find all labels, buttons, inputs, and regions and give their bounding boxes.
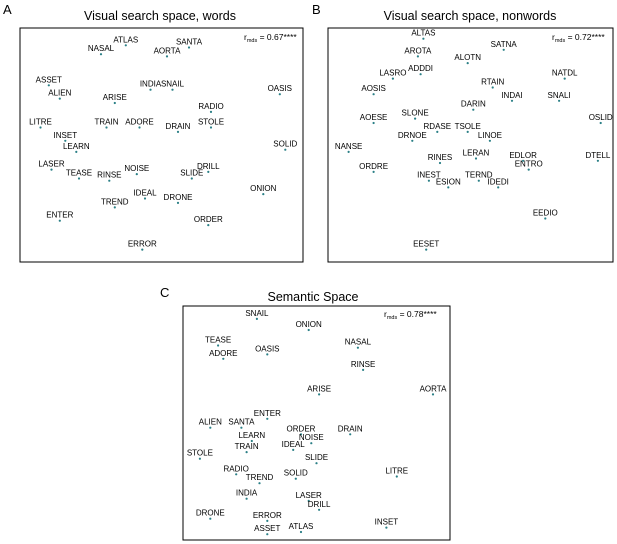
panel-c-point-label-solid: SOLID — [283, 468, 308, 478]
panel-b-point-label-entro: ENTRO — [514, 159, 543, 169]
panel-b-point-label-drnoe: DRNOE — [397, 130, 427, 140]
panel-a-point-label-drill: DRILL — [196, 161, 220, 171]
panel-a-point-oasis — [279, 93, 281, 95]
panel-a-point-enter — [59, 220, 61, 222]
panel-c-point-label-stole: STOLE — [186, 448, 213, 458]
panel-b-point-label-ordre: ORDRE — [359, 161, 389, 171]
panel-c-point-arise — [318, 393, 320, 395]
panel-c-point-atlas — [300, 531, 302, 533]
panel-b-point-label-linoe: LINOE — [477, 130, 502, 140]
panel-c-point-rinse — [362, 369, 364, 371]
panel-b-point-label-oslid: OSLID — [588, 113, 613, 122]
panel-b-point-rines — [439, 162, 441, 164]
panel-a-point-label-stole: STOLE — [197, 117, 225, 127]
panel-b-point-label-tsole: TSOLE — [454, 121, 481, 131]
panel-c-r-symbol: r — [384, 309, 387, 319]
panel-a-point-label-train: TRAIN — [94, 117, 119, 127]
panel-a-point-drill — [207, 171, 209, 173]
panel-c-point-label-arise: ARISE — [307, 384, 332, 394]
panel-b-point-ordre — [373, 171, 375, 173]
panel-b-point-altas — [422, 38, 424, 40]
panel-c-point-label-atlas: ATLAS — [288, 522, 314, 531]
panel-a-point-label-order: ORDER — [193, 215, 223, 225]
panel-b-point-adddi — [420, 73, 422, 75]
panel-b-point-label-dtell: DTELL — [585, 150, 611, 160]
panel-a-points — [29, 35, 297, 250]
panel-a-r-annotation — [244, 32, 297, 44]
panel-b-point-dtell — [597, 160, 599, 162]
panel-b-point-label-ternd: TERND — [465, 170, 493, 180]
panel-a-point-label-alien: ALIEN — [48, 88, 72, 98]
panel-c-point-label-tease: TEASE — [204, 335, 232, 345]
panel-a — [3, 2, 303, 262]
panel-a-point-order — [207, 224, 209, 226]
panel-b-point-entro — [528, 169, 530, 171]
panel-b-point-label-idedi: IDEDI — [487, 177, 509, 187]
panel-b-point-inest — [428, 180, 430, 182]
panel-a-point-label-nasal: NASAL — [87, 44, 115, 54]
panel-c-point-adore — [222, 358, 224, 360]
panel-b-r-annotation — [552, 32, 605, 44]
panel-a-point-label-ideal: IDEAL — [133, 188, 157, 198]
panel-b-point-label-rtain: RTAIN — [481, 77, 505, 87]
panel-a-point-label-noise: NOISE — [124, 164, 150, 174]
panel-c-point-onion — [308, 329, 310, 331]
panel-c-point-label-trend: TREND — [245, 473, 274, 483]
panel-a-point-atlas — [125, 44, 127, 46]
panel-c-point-label-adore: ADORE — [209, 348, 238, 358]
panel-a-title: Visual search space, words — [84, 9, 236, 23]
panel-c-point-label-enter: ENTER — [253, 408, 281, 418]
panel-a-point-label-tease: TEASE — [65, 168, 93, 178]
panel-a-point-label-slide: SLIDE — [180, 168, 204, 178]
panel-b-point-label-adddi: ADDDI — [408, 64, 434, 74]
panel-a-point-label-arise: ARISE — [102, 93, 127, 102]
panel-b-point-aosis — [373, 93, 375, 95]
panel-b-point-label-rdase: RDASE — [423, 121, 452, 131]
panel-b-point-label-eeset: EESET — [413, 239, 440, 249]
panel-a-point-error — [141, 249, 143, 251]
panel-a-point-noise — [136, 173, 138, 175]
panel-b-point-label-aoese: AOESE — [359, 113, 388, 122]
panel-a-point-label-india: INDIA — [139, 79, 162, 89]
panel-a-point-label-learn: LEARN — [62, 141, 90, 151]
panel-a-r-symbol: r — [244, 32, 247, 42]
panel-a-point-nasal — [100, 53, 102, 55]
panel-b-point-nanse — [348, 151, 350, 153]
panel-b-point-rdase — [436, 131, 438, 133]
panel-b-point-ternd — [478, 180, 480, 182]
panel-b-point-label-snali: SNALI — [547, 90, 571, 100]
panel-c-point-label-ideal: IDEAL — [281, 439, 305, 449]
panel-b-point-label-aosis: AOSIS — [361, 84, 386, 94]
panel-c-point-drill — [318, 509, 320, 511]
panel-b-point-arota — [417, 55, 419, 57]
panel-c-point-label-alien: ALIEN — [198, 417, 222, 427]
panel-b-point-tsole — [467, 131, 469, 133]
panel-a-point-label-onion: ONION — [250, 184, 277, 194]
panel-b-point-slone — [414, 118, 416, 120]
panel-b-title: Visual search space, nonwords — [383, 9, 557, 23]
panel-a-r-subscript: mds — [246, 38, 258, 44]
panel-b-point-rtain — [492, 86, 494, 88]
panel-c-point-label-radio: RADIO — [223, 464, 249, 474]
panel-c-point-label-snail: SNAIL — [245, 308, 269, 318]
panel-b-point-lasro — [392, 78, 394, 80]
panel-c-point-label-error: ERROR — [252, 510, 282, 520]
panel-c-point-label-order: ORDER — [286, 424, 316, 434]
panel-c-point-label-drone: DRONE — [195, 508, 225, 518]
panel-c-point-alien — [209, 427, 211, 429]
panel-b-r-symbol: r — [552, 32, 555, 42]
panel-c-point-label-learn: LEARN — [238, 431, 266, 440]
panel-c-point-snail — [256, 318, 258, 320]
panel-c-point-nasal — [357, 347, 359, 349]
panel-b-point-label-nanse: NANSE — [334, 141, 363, 151]
panel-a-point-label-aorta: AORTA — [153, 46, 181, 56]
panel-b-point-label-indai: INDAI — [501, 90, 523, 100]
panel-c-point-tease — [217, 344, 219, 346]
panel-a-point-solid — [284, 149, 286, 151]
panel-a-point-label-oasis: OASIS — [267, 84, 293, 94]
panel-c-point-trend — [258, 482, 260, 484]
panel-a-point-arise — [114, 102, 116, 104]
panel-c-point-label-rinse: RINSE — [350, 359, 376, 369]
panel-c-point-label-train: TRAIN — [234, 442, 259, 452]
panel-a-point-learn — [75, 151, 77, 153]
panel-a-r-value: = 0.67**** — [257, 32, 297, 42]
panel-a-point-label-atlas: ATLAS — [113, 35, 139, 45]
panel-c-point-label-slide: SLIDE — [304, 453, 329, 463]
panel-c-points — [187, 309, 447, 535]
panel-c-point-enter — [266, 418, 268, 420]
panel-b-point-label-leran: LERAN — [462, 148, 490, 158]
panel-a-point-label-litre: LITRE — [29, 117, 52, 127]
panel-a-point-snail — [171, 89, 173, 91]
panel-b-point-label-alotn: ALOTN — [454, 53, 482, 63]
panel-c-point-drain — [349, 433, 351, 435]
panel-c-point-label-india: INDIA — [235, 488, 258, 498]
panel-a-point-laser — [50, 169, 52, 171]
panel-b-point-leran — [475, 157, 477, 159]
panel-c-point-inset — [385, 527, 387, 529]
panel-b-point-label-eedio: EEDIO — [532, 208, 558, 218]
panel-a-point-label-trend: TREND — [101, 197, 129, 207]
panel-a-point-label-laser: LASER — [38, 159, 65, 169]
panel-a-point-label-asset: ASSET — [35, 75, 62, 85]
panel-b-point-darin — [472, 109, 474, 111]
panel-a-point-slide — [191, 177, 193, 179]
panel-b-point-label-slone: SLONE — [401, 108, 429, 118]
panel-c-point-label-laser: LASER — [295, 490, 322, 500]
panel-c-point-aorta — [432, 393, 434, 395]
panel-b-point-eedio — [544, 217, 546, 219]
panel-a-point-label-drain: DRAIN — [165, 121, 191, 131]
panel-a-point-label-rinse: RINSE — [97, 170, 122, 180]
panel-c-point-label-onion: ONION — [295, 320, 322, 329]
panel-b-point-oslid — [600, 122, 602, 124]
panel-a-point-label-enter: ENTER — [46, 210, 74, 220]
panel-c-point-label-santa: SANTA — [228, 417, 255, 427]
panel-b-frame — [328, 28, 613, 262]
panel-b-points — [335, 29, 613, 251]
panel-a-point-train — [105, 126, 107, 128]
panel-c-point-stole — [199, 458, 201, 460]
panel-c-point-ideal — [292, 449, 294, 451]
panel-b-point-idedi — [497, 186, 499, 188]
panel-c-point-solid — [295, 478, 297, 480]
panel-c-point-label-nasal: NASAL — [344, 337, 372, 347]
panel-a-point-ideal — [144, 197, 146, 199]
panel-a-point-onion — [262, 193, 264, 195]
panel-c-point-label-litre: LITRE — [385, 466, 409, 476]
panel-a-point-radio — [210, 111, 212, 113]
panel-a-point-trend — [114, 206, 116, 208]
panel-b-point-natdl — [564, 78, 566, 80]
panel-b-point-label-satna: SATNA — [490, 39, 517, 49]
panel-b-point-label-arota: AROTA — [404, 46, 432, 56]
panel-a-point-label-error: ERROR — [127, 239, 157, 249]
panel-b-letter: B — [312, 2, 321, 17]
panel-c-point-oasis — [266, 353, 268, 355]
panel-b-point-label-darin: DARIN — [460, 99, 486, 109]
panel-a-point-label-snail: SNAIL — [160, 79, 185, 89]
panel-a-point-drain — [177, 131, 179, 133]
panel-c-point-label-drain: DRAIN — [337, 424, 363, 434]
panel-c-point-litre — [396, 475, 398, 477]
panel-b-point-label-edlor: EDLOR — [509, 150, 537, 160]
panel-a-point-aorta — [166, 55, 168, 57]
panel-c-point-error — [266, 520, 268, 522]
panel-c-point-label-inset: INSET — [374, 517, 399, 527]
panel-a-point-india — [149, 89, 151, 91]
panel-a-point-santa — [188, 46, 190, 48]
panel-a-point-asset — [48, 84, 50, 86]
panel-a-point-litre — [39, 126, 41, 128]
panel-a-point-drone — [177, 202, 179, 204]
panel-c-point-asset — [266, 533, 268, 535]
panel-b-point-label-inest: INEST — [417, 170, 441, 180]
panel-a-point-adore — [138, 126, 140, 128]
panel-c-point-train — [246, 451, 248, 453]
panel-b-r-value: = 0.72**** — [565, 32, 605, 42]
panel-a-point-stole — [210, 126, 212, 128]
panel-b-point-indai — [511, 100, 513, 102]
panel-a-letter: A — [3, 2, 12, 17]
panel-c-point-drone — [209, 518, 211, 520]
panel-b-point-label-natdl: NATDL — [551, 68, 578, 78]
panel-a-point-label-santa: SANTA — [175, 37, 203, 47]
panel-b-point-snali — [558, 100, 560, 102]
panel-c-letter: C — [160, 285, 170, 300]
panel-c-point-label-drill: DRILL — [307, 499, 331, 509]
panel-b-point-label-lasro: LASRO — [379, 68, 407, 78]
panel-c-point-label-noise: NOISE — [298, 433, 324, 443]
panel-b-point-alotn — [467, 62, 469, 64]
panel-c-point-slide — [315, 462, 317, 464]
panel-a-point-label-solid: SOLID — [273, 139, 298, 149]
panel-a-point-rinse — [108, 180, 110, 182]
panel-b-point-label-altas: ALTAS — [411, 28, 436, 38]
panel-a-point-tease — [78, 177, 80, 179]
panel-b-point-label-rines: RINES — [427, 153, 453, 162]
panel-a-point-label-radio: RADIO — [198, 101, 224, 111]
panel-b-point-satna — [503, 49, 505, 51]
panel-c-r-subscript: mds — [386, 315, 398, 321]
panel-c-point-india — [246, 498, 248, 500]
panel-a-point-label-adore: ADORE — [125, 117, 154, 127]
panel-b-r-subscript: mds — [554, 38, 566, 44]
panel-c-point-santa — [240, 427, 242, 429]
panel-a-point-label-drone: DRONE — [163, 192, 193, 202]
panel-c-point-label-asset: ASSET — [254, 524, 281, 534]
panel-b-point-label-esion: ESION — [435, 177, 461, 187]
panel-c-r-value: = 0.78**** — [397, 309, 437, 319]
panel-b-point-aoese — [373, 122, 375, 124]
panel-c-title: Semantic Space — [267, 290, 359, 304]
panel-c — [160, 285, 450, 540]
panel-b-point-esion — [447, 186, 449, 188]
panel-b — [312, 2, 613, 262]
panel-b-point-linoe — [489, 140, 491, 142]
panel-a-point-label-inset: INSET — [53, 130, 78, 140]
panel-b-point-drnoe — [411, 140, 413, 142]
panel-b-point-eeset — [425, 249, 427, 251]
panel-c-point-noise — [310, 442, 312, 444]
panel-c-point-radio — [235, 473, 237, 475]
panel-c-r-annotation — [384, 309, 437, 321]
panel-c-point-label-aorta: AORTA — [419, 384, 447, 394]
panel-a-point-alien — [59, 98, 61, 100]
panel-c-point-label-oasis: OASIS — [255, 344, 280, 354]
